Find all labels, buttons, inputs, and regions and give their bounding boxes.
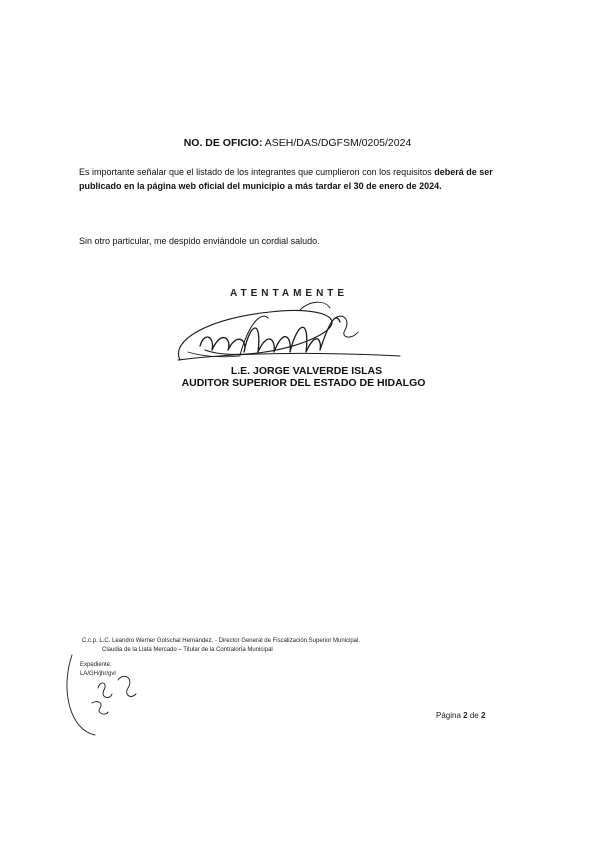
- oficio-label: NO. DE OFICIO:: [183, 137, 263, 149]
- page-total: 2: [480, 711, 486, 720]
- paragraph1-bold-text: deberá de ser publicado en la página web oficial del municipio a más tardar el 30 de enero de 2024.: [79, 167, 493, 191]
- oficio-number: ASEH/DAS/DGFSM/0205/2024: [264, 137, 412, 149]
- page-sep: de: [469, 711, 479, 720]
- page-current: 2: [463, 711, 468, 720]
- ccp-line-1: C.c.p. L.C. Leandro Werner Gotschal Hernández. - Director General de Fiscalización Superior Municipal.: [82, 638, 361, 644]
- ccp-line-2: Claudia de la Llata Mercado – Titular de la Contraloría Municipal: [102, 647, 273, 653]
- paragraph1-text: Es importante señalar que el listado de los integrantes que cumplieron con los requisitos: [79, 167, 432, 177]
- expediente-label: Expediente.: [80, 662, 112, 668]
- initials: LA/GH/jhr/gvl: [80, 671, 116, 677]
- page-number: [436, 711, 485, 720]
- oficio-number-line: [0, 137, 595, 149]
- ccp-block: [82, 637, 360, 655]
- atentamente-heading: ATENTAMENTE: [230, 288, 349, 299]
- publication-paragraph: [79, 165, 519, 193]
- signer-name: L.E. JORGE VALVERDE ISLAS: [230, 365, 383, 377]
- expediente-block: [80, 661, 116, 679]
- farewell-paragraph: Sin otro particular, me despido enviándole un cordial saludo.: [79, 236, 320, 246]
- page-prefix: Página: [436, 711, 461, 720]
- signer-title: AUDITOR SUPERIOR DEL ESTADO DE HIDALGO: [181, 377, 426, 389]
